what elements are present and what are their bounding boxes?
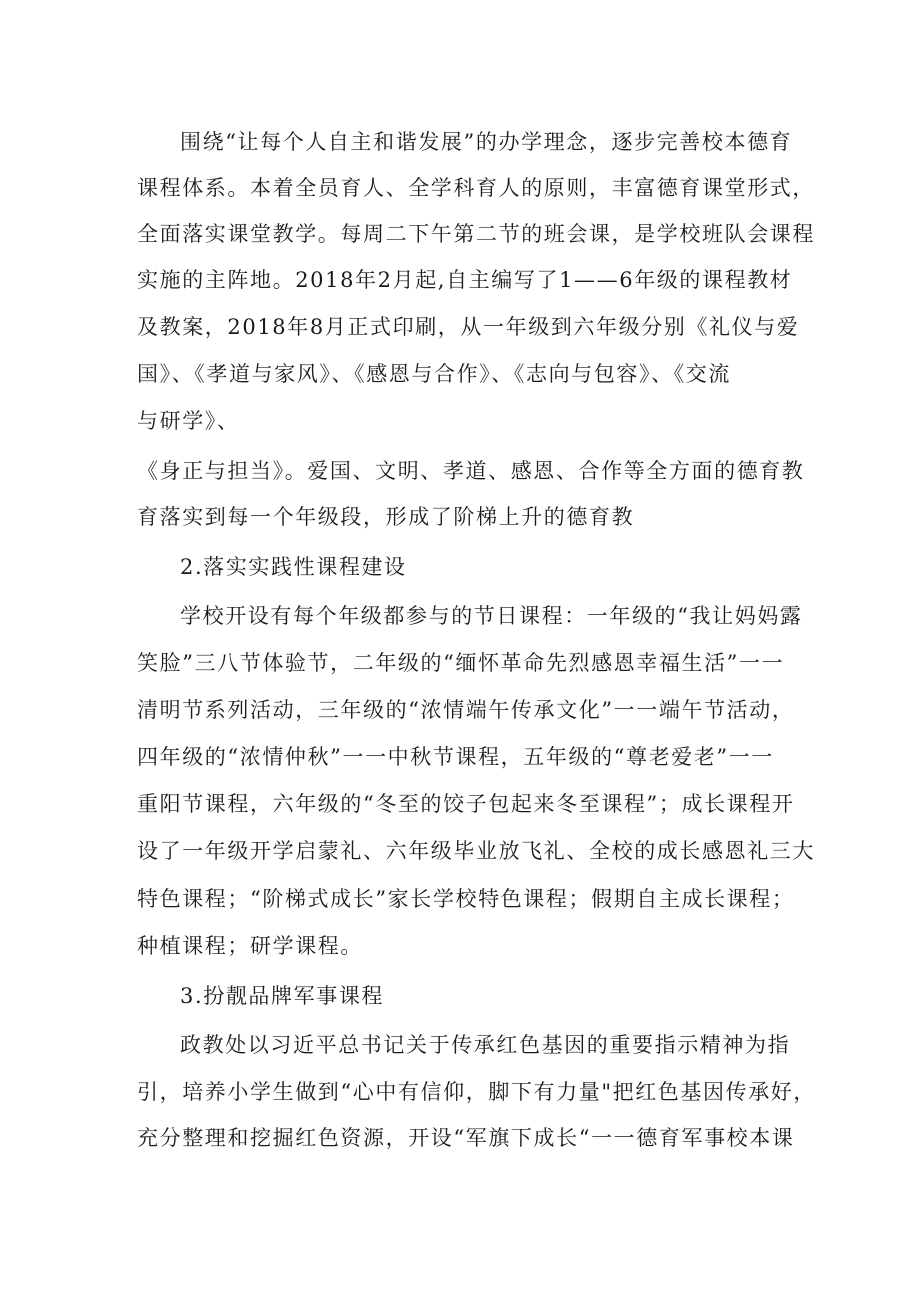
paragraph-line: 笑脸”三八节体验节，二年级的“缅怀革命先烈感恩幸福生活”一一 [137,651,785,675]
paragraph-line: 重阳节课程，六年级的“冬至的饺子包起来冬至课程”；成长课程开 [137,792,795,816]
paragraph-line: 引，培养小学生做到“心中有信仰，脚下有力量"把红色基因传承好， [137,1080,816,1104]
paragraph-line: 设了一年级开学启蒙礼、六年级毕业放飞礼、全校的成长感恩礼三大 [137,839,815,863]
paragraph-line: 实施的主阵地。2018年2月起,自主编写了1——6年级的课程教材 [137,268,793,292]
paragraph-line: 育落实到每一个年级段，形成了阶梯上升的德育教 [137,505,635,529]
paragraph-line: 清明节系列活动，三年级的“浓情端午传承文化”一一端午节活动， [137,698,795,722]
section-heading: 2.落实实践性课程建设 [180,555,407,579]
paragraph-line: 《身正与担当》。爱国、文明、孝道、感恩、合作等全方面的德育教 [137,459,805,483]
paragraph-line: 学校开设有每个年级都参与的节日课程：一年级的“我让妈妈露 [180,604,803,628]
paragraph-line: 四年级的“浓情仲秋”一一中秋节课程，五年级的“尊老爱老”一一 [137,745,774,769]
paragraph-line: 充分整理和挖掘红色资源，开设“军旗下成长“一一德育军事校本课 [137,1126,795,1150]
paragraph-line: 全面落实课堂教学。每周二下午第二节的班会课，是学校班队会课程 [137,222,815,246]
paragraph-line: 国》、《孝道与家风》、《感恩与合作》、《志向与包容》、《交流 [137,362,731,386]
paragraph-line: 课程体系。本着全员育人、全学科育人的原则，丰富德育课堂形式， [137,176,815,200]
paragraph-line: 政教处以习近平总书记关于传承红色基因的重要指示精神为指 [180,1033,791,1057]
section-heading: 3.扮靓品牌军事课程 [180,984,385,1008]
paragraph-line: 种植课程；研学课程。 [137,934,363,958]
paragraph-line: 围绕“让每个人自主和谐发展”的办学理念，逐步完善校本德育 [180,130,793,154]
paragraph-line: 与研学》、 [137,409,240,433]
paragraph-line: 及教案，2018年8月正式印刷，从一年级到六年级分别《礼仪与爱 [137,315,800,339]
paragraph-line: 特色课程；“阶梯式成长”家长学校特色课程；假期自主成长课程； [137,887,795,911]
